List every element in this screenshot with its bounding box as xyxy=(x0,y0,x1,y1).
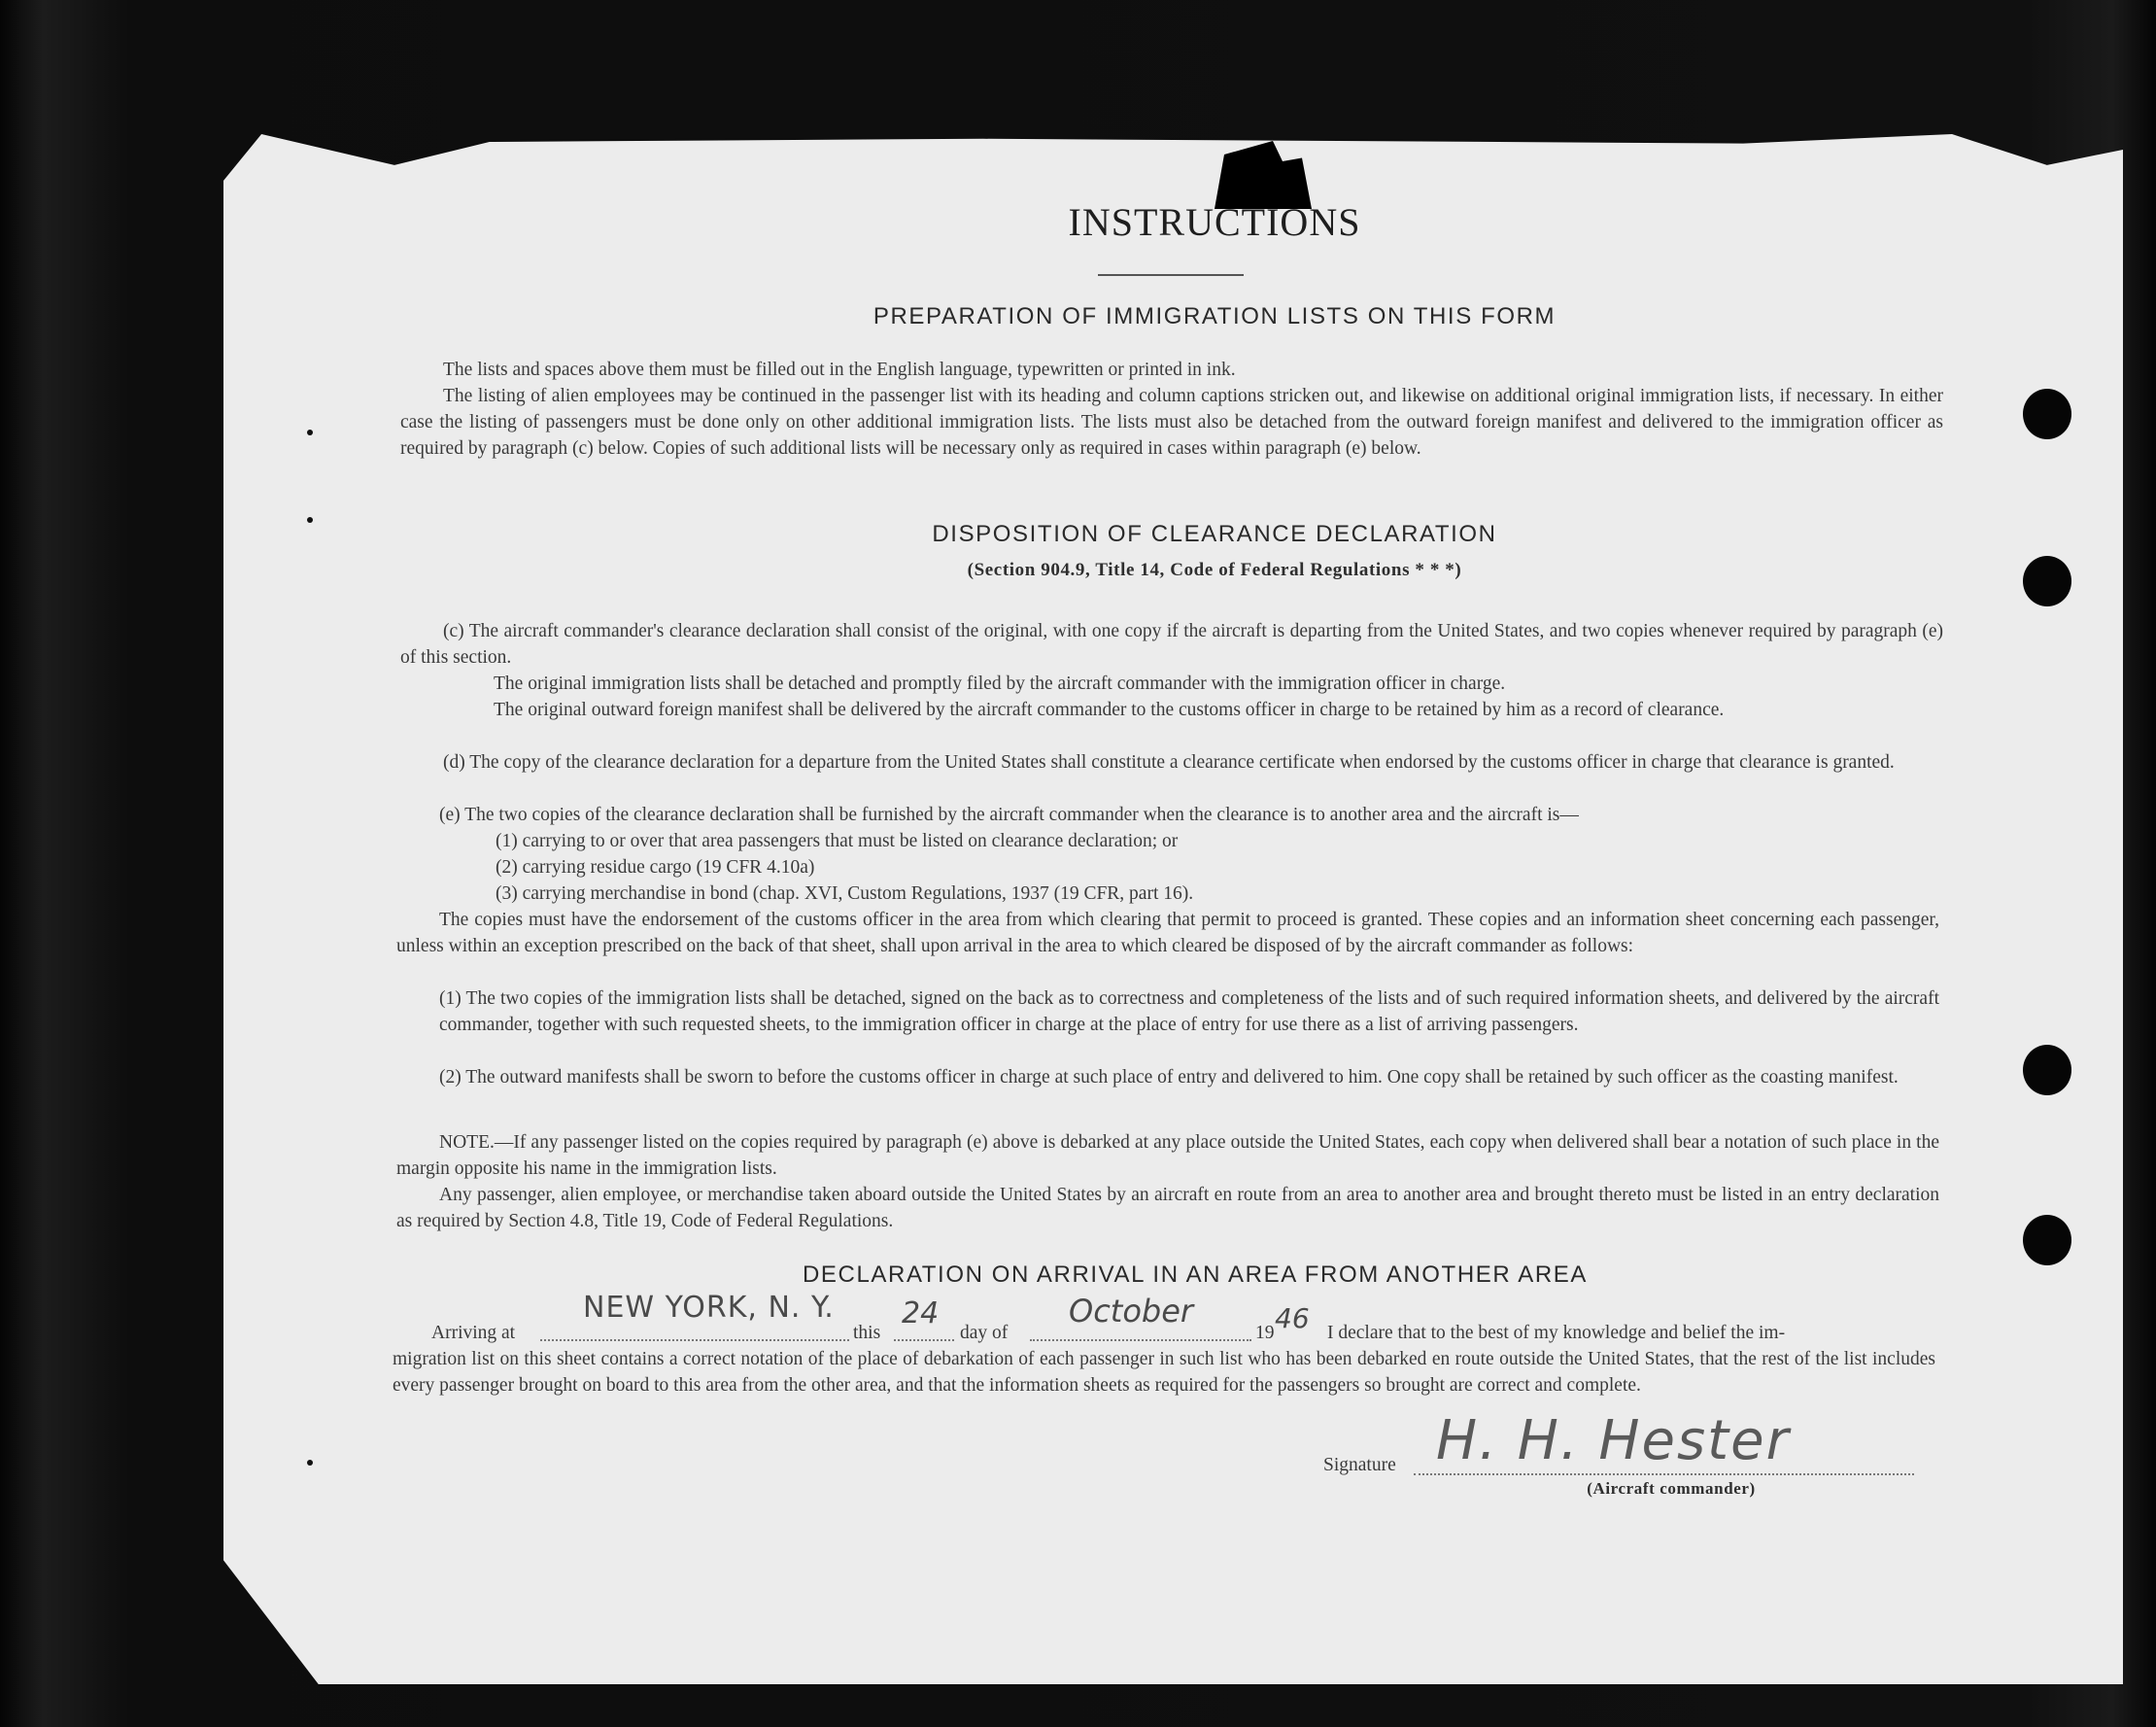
clearance-e-item-1: (1) carrying to or over that area passengers that must be listed on clearance declaration; or xyxy=(496,831,1179,851)
signature-value: H. H. Hester xyxy=(1436,1409,1791,1472)
clearance-c-sub-1: The original immigration lists shall be detached and promptly filed by the aircraft commander with the immigration officer in charge. xyxy=(494,674,1506,694)
day-line xyxy=(894,1339,954,1341)
signature-caption: (Aircraft commander) xyxy=(1587,1479,1756,1498)
copies-paragraph: The copies must have the endorsement of the customs officer in the area from which clearing that permit to proceed is granted. These copies and an information sheet concerning each passenger, unless within an exception prescribed on the back of that sheet, shall upon arrival in the area to which cleared be disposed of by the aircraft commander as follows: xyxy=(396,910,1939,956)
preparation-paragraph-1: The lists and spaces above them must be filled out in the English language, typewritten or printed in ink. xyxy=(443,360,1236,380)
day-value: 24 xyxy=(902,1296,940,1330)
clearance-paragraph-c: (c) The aircraft commander's clearance declaration shall consist of the original, with one copy if the aircraft is departing from the United States, and two copies whenever required by paragraph (e) of this section. xyxy=(400,621,1943,668)
signature-line xyxy=(1414,1473,1914,1475)
arrival-heading: DECLARATION ON ARRIVAL IN AN AREA FROM ANOTHER AREA xyxy=(803,1261,1588,1288)
year-prefix: 19 xyxy=(1255,1323,1275,1343)
note-paragraph-2: Any passenger, alien employee, or merchandise taken aboard outside the United States by an aircraft en route from an area to another area and brought thereto must be listed in an entry declaration as required by Section 4.8, Title 19, Code of Federal Regulations. xyxy=(396,1185,1939,1231)
clearance-subheading: (Section 904.9, Title 14, Code of Federal Regulations * * *) xyxy=(967,560,1462,580)
declaration-line-1: I declare that to the best of my knowledge and belief the im- xyxy=(1327,1323,1786,1343)
clearance-c-sub-2: The original outward foreign manifest shall be delivered by the aircraft commander to the customs officer in charge to be retained by him as a record of clearance. xyxy=(494,700,1725,720)
clearance-paragraph-e: (e) The two copies of the clearance declaration shall be furnished by the aircraft commander when the clearance is to another area and the aircraft is— xyxy=(439,805,1579,825)
preparation-paragraph-2: The listing of alien employees may be continued in the passenger list with its heading and column captions stricken out, and likewise on additional original immigration lists, if necessary. In either case the listing of passengers must be done only on other additional immigration lists. The lists must also be detached from the outward foreign manifest and delivered to the immigration officer as required by paragraph (c) below. Copies of such additional lists will be necessary only as required in cases within paragraph (e) below. xyxy=(400,386,1943,459)
day-of-label: day of xyxy=(960,1323,1009,1343)
arrival-place-value: NEW YORK, N. Y. xyxy=(583,1291,835,1325)
disposal-item-2: (2) The outward manifests shall be sworn to before the customs officer in charge at such place of entry and delivered to him. One copy shall be retained by such officer as the coasting manifest. xyxy=(439,1067,1899,1088)
page-title: INSTRUCTIONS xyxy=(1068,200,1361,244)
arrival-label: Arriving at xyxy=(431,1323,516,1343)
arrival-place-line xyxy=(540,1339,849,1341)
month-line xyxy=(1030,1339,1251,1341)
declaration-text: migration list on this sheet contains a correct notation of the place of debarkation of each passenger in such list who has been debarked en route outside the United States, that the rest of the list includes every passenger brought on board to this area from the other area, and that the information sheets as required for the passengers so brought are correct and complete. xyxy=(393,1349,1935,1396)
clearance-e-item-2: (2) carrying residue cargo (19 CFR 4.10a) xyxy=(496,857,815,878)
clearance-heading: DISPOSITION OF CLEARANCE DECLARATION xyxy=(932,521,1497,547)
note-paragraph: NOTE.—If any passenger listed on the copies required by paragraph (e) above is debarked at any place outside the United States, each copy when delivered shall bear a notation of such place in the margin opposite his name in the immigration lists. xyxy=(396,1132,1939,1179)
month-value: October xyxy=(1069,1293,1194,1330)
title-divider xyxy=(1098,274,1244,276)
signature-label: Signature xyxy=(1323,1455,1396,1475)
preparation-heading: PREPARATION OF IMMIGRATION LISTS ON THIS FORM xyxy=(873,303,1557,329)
this-label: this xyxy=(853,1323,881,1343)
year-value: 46 xyxy=(1275,1302,1310,1334)
clearance-e-item-3: (3) carrying merchandise in bond (chap. XVI, Custom Regulations, 1937 (19 CFR, part 16). xyxy=(496,883,1194,904)
clearance-paragraph-d: (d) The copy of the clearance declaration for a departure from the United States shall constitute a clearance certificate when endorsed by the customs officer in charge that clearance is granted. xyxy=(443,752,1895,773)
disposal-item-1: (1) The two copies of the immigration lists shall be detached, signed on the back as to correctness and completeness of the lists and of such required information sheets, and delivered by the aircraft commander, together with such requested sheets, to the immigration officer in charge at the place of entry for use there as a list of arriving passengers. xyxy=(439,988,1939,1035)
